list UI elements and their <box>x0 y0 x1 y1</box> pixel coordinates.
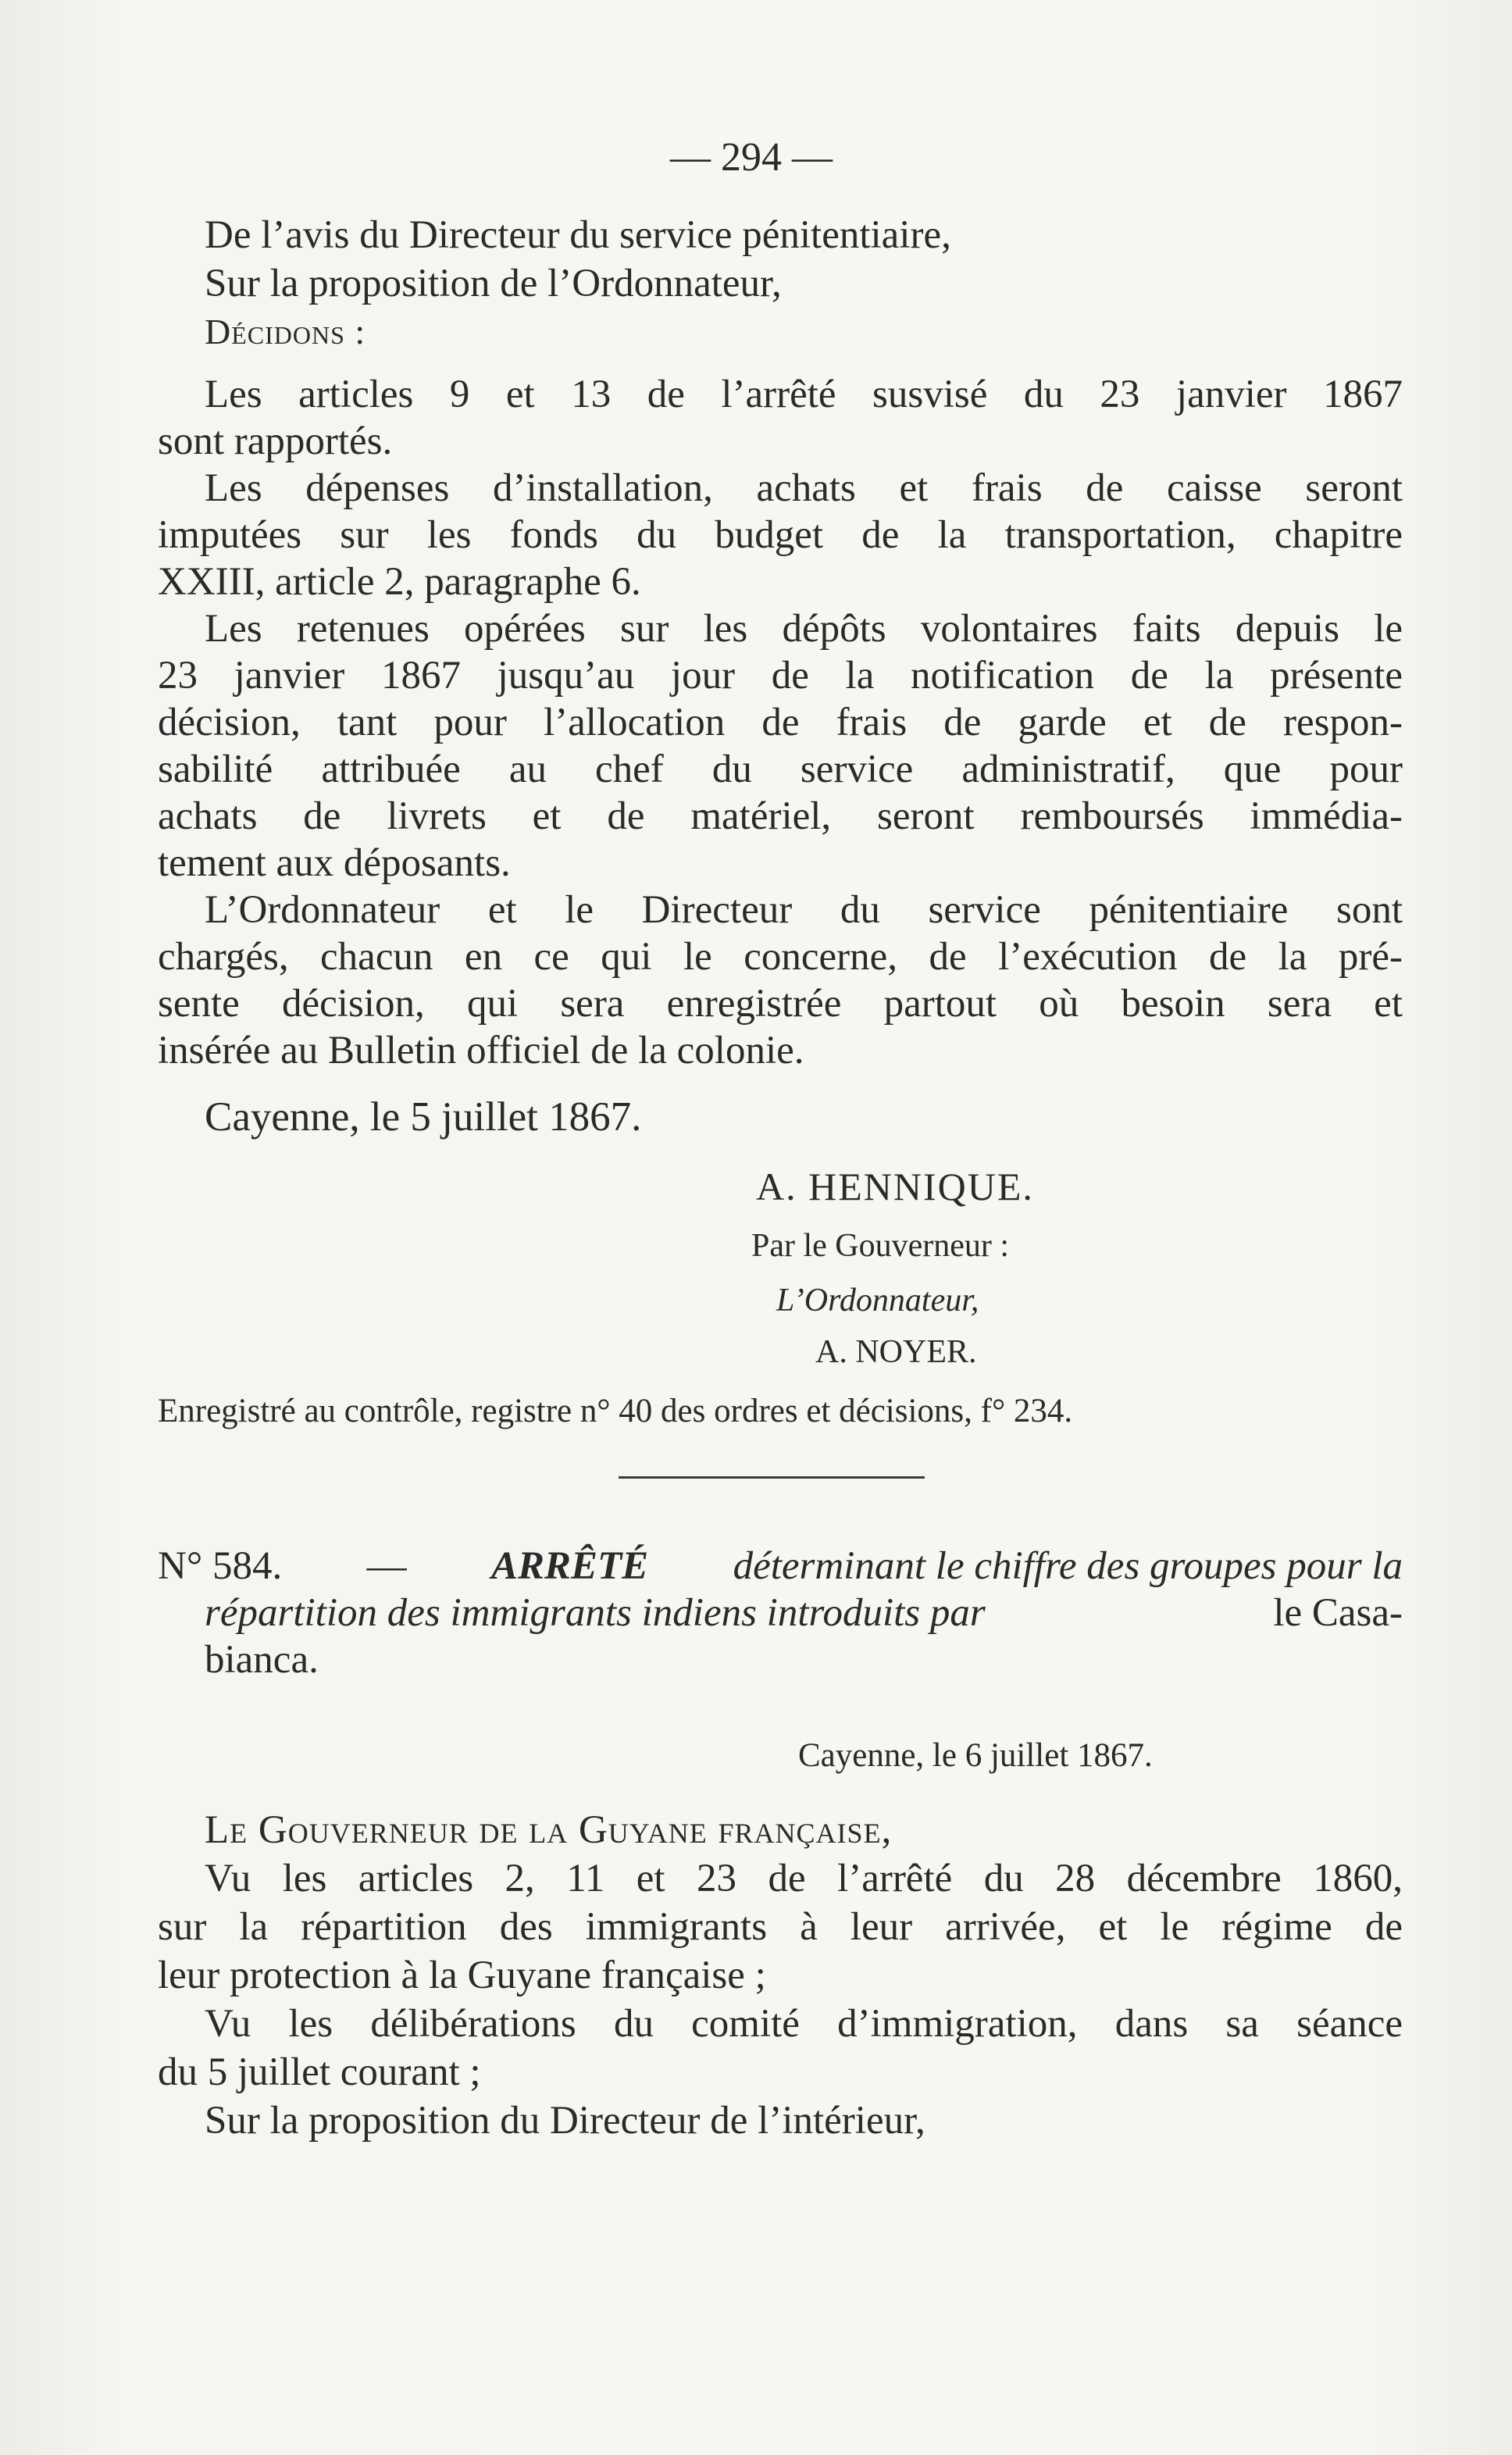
signature-by: Par le Gouverneur : <box>751 1228 1010 1264</box>
arrete-title-line-2 <box>205 1590 1403 1636</box>
arrete-title-text: le Casa- <box>1273 1591 1403 1635</box>
text-line: tement aux déposants. <box>158 841 511 885</box>
text-line: Sur la proposition du Directeur de l’intérieur, <box>205 2099 925 2143</box>
arrete-word: ARRÊTÉ <box>490 1544 649 1588</box>
registration-note: Enregistré au contrôle, registre n° 40 des ordres et décisions, f° 234. <box>158 1393 1073 1429</box>
signature-name: A. HENNIQUE. <box>756 1165 1034 1208</box>
arrete-dash: — <box>366 1544 407 1588</box>
text-line: achats de livrets et de matériel, seront remboursés immédia- <box>158 794 1403 838</box>
text-line: insérée au Bulletin officiel de la colonie. <box>158 1029 804 1072</box>
text-line: sur la répartition des immigrants à leur arrivée, et le régime de <box>158 1905 1403 1949</box>
text-line: Les retenues opérées sur les dépôts volontaires faits depuis le <box>205 607 1403 651</box>
decidons-heading: Décidons : <box>205 312 366 351</box>
arrete-title-line-3: bianca. <box>205 1638 319 1682</box>
text-line: 23 janvier 1867 jusqu’au jour de la notification de la présente <box>158 654 1403 698</box>
text-line: L’Ordonnateur et le Directeur du service pénitentiaire sont <box>205 888 1403 932</box>
text-line: Vu les délibérations du comité d’immigration, dans sa séance <box>205 2002 1403 2046</box>
text-line: décision, tant pour l’allocation de frais de garde et de respon- <box>158 701 1403 744</box>
arrete-date: Cayenne, le 6 juillet 1867. <box>798 1737 1153 1774</box>
text-line: Le Gouverneur de la Guyane française, <box>205 1808 893 1852</box>
text-line: Les dépenses d’installation, achats et frais de caisse seront <box>205 466 1403 510</box>
text-line: sont rapportés. <box>158 419 393 463</box>
signature-role: L’Ordonnateur, <box>776 1283 979 1318</box>
arrete-number: N° 584. <box>158 1544 283 1588</box>
text-line: imputées sur les fonds du budget de la transportation, chapitre <box>158 513 1403 557</box>
text-line: du 5 juillet courant ; <box>158 2050 481 2094</box>
arrete-title-line-1 <box>158 1543 1403 1589</box>
date-line: Cayenne, le 5 juillet 1867. <box>205 1094 642 1140</box>
text-line: Les articles 9 et 13 de l’arrêté susvisé du 23 janvier 1867 <box>205 373 1403 416</box>
text-line: De l’avis du Directeur du service pénitentiaire, <box>205 213 951 257</box>
section-divider <box>619 1476 925 1479</box>
page-number: — 294 — <box>670 135 833 180</box>
text-line: sente décision, qui sera enregistrée partout où besoin sera et <box>158 982 1403 1026</box>
text-line: sabilité attribuée au chef du service administratif, que pour <box>158 748 1403 791</box>
text-line: XXIII, article 2, paragraphe 6. <box>158 560 641 604</box>
arrete-title-text: déterminant le chiffre des groupes pour la <box>733 1544 1403 1588</box>
arrete-title-text: répartition des immigrants indiens introduits par <box>205 1591 986 1635</box>
text-line: Sur la proposition de l’Ordonnateur, <box>205 262 782 305</box>
text-line: Vu les articles 2, 11 et 23 de l’arrêté du 28 décembre 1860, <box>205 1857 1403 1900</box>
text-line: chargés, chacun en ce qui le concerne, de l’exécution de la pré- <box>158 935 1403 979</box>
signature-name-2: A. NOYER. <box>815 1334 977 1370</box>
text-line: leur protection à la Guyane française ; <box>158 1954 766 1997</box>
